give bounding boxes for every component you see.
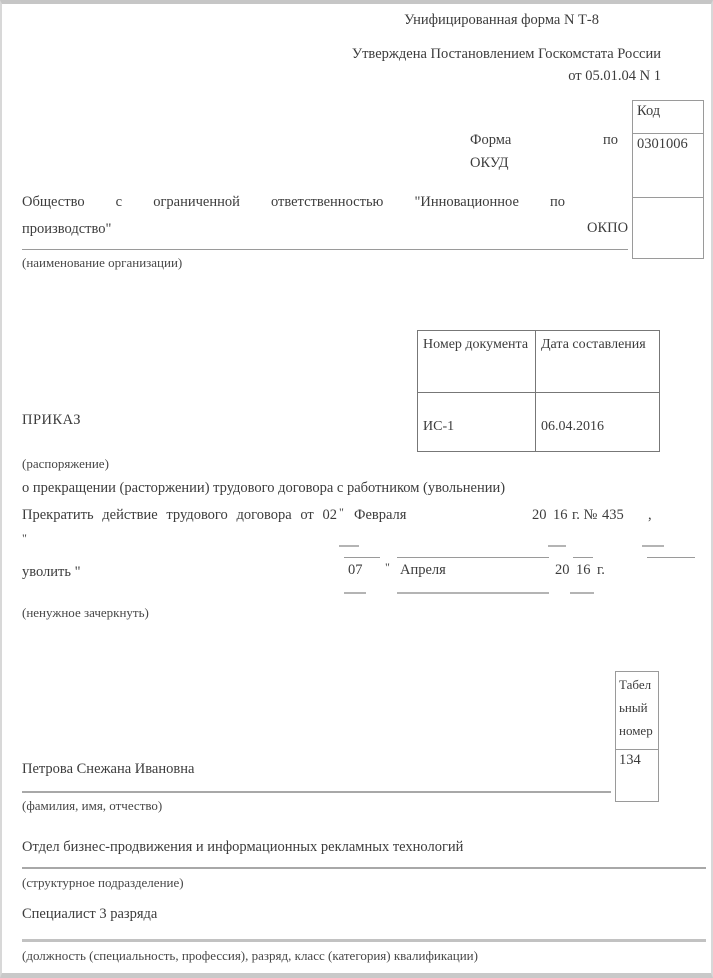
- organization-name-line2: производство": [22, 221, 112, 237]
- document-date-cell: 06.04.2016: [536, 393, 660, 452]
- personnel-label-line1: Табел: [619, 677, 652, 692]
- blank-dash-2: [548, 545, 566, 547]
- personnel-label-line3: номер: [619, 722, 653, 738]
- contract-month-field: Февраля: [354, 507, 407, 523]
- month-underline: [397, 592, 549, 594]
- name-caption: (фамилия, имя, отчество): [22, 798, 163, 813]
- personnel-number-box: [615, 671, 659, 802]
- year-overline: [573, 557, 593, 558]
- order-title: ПРИКАЗ: [22, 412, 82, 428]
- dismiss-month-field: Апреля: [400, 562, 446, 578]
- code-box-header: Код: [633, 101, 703, 134]
- approved-date-line: от 05.01.04 N 1: [568, 68, 661, 84]
- day-overline: [344, 557, 380, 558]
- blank-dash-3: [642, 545, 664, 547]
- organization-name-line1: Общество с ограниченной ответственностью "Инновационное по: [22, 194, 565, 210]
- order-subject-line: о прекращении (расторжении) трудового договора с работником (увольнении): [22, 480, 506, 496]
- right-blank-line: [647, 557, 695, 558]
- date-header-cell: Дата составления: [536, 331, 660, 393]
- terminate-line-prefix: Прекратить действие трудового договора от 02: [22, 507, 337, 523]
- organization-underline: [22, 249, 628, 250]
- okpo-label: ОКПО: [587, 220, 629, 236]
- employee-full-name: Петрова Снежана Ивановна: [22, 761, 195, 777]
- name-underline: [22, 791, 611, 793]
- terminate-comma: ,: [648, 507, 652, 523]
- employee-department: Отдел бизнес-продвижения и информационных рекламных технологий: [22, 839, 464, 855]
- position-underline: [22, 939, 706, 942]
- personnel-number-value: 134: [619, 752, 641, 768]
- department-caption: (структурное подразделение): [22, 875, 184, 890]
- employee-position: Специалист 3 разряда: [22, 906, 158, 922]
- unified-form-title: Унифицированная форма N Т-8: [404, 12, 599, 28]
- contract-year-field: 16: [553, 507, 568, 523]
- number-header-cell: Номер документа: [418, 331, 536, 393]
- continuation-quote: ": [22, 531, 27, 545]
- year-underline: [570, 592, 594, 594]
- day-underline: [344, 592, 366, 594]
- dismiss-day-field: 07: [348, 562, 363, 578]
- dismiss-quote: ": [385, 560, 390, 574]
- po-label: по: [603, 132, 619, 148]
- form-label: Форма: [470, 132, 512, 148]
- dismiss-year-label: г.: [597, 562, 605, 578]
- personnel-number-label: [616, 672, 658, 750]
- okpo-code-value: [633, 198, 703, 256]
- personnel-label-line2: ьный: [619, 699, 648, 715]
- terminate-open-quote: ": [339, 505, 344, 519]
- contract-century: 20: [532, 507, 547, 523]
- organization-caption: (наименование организации): [22, 255, 183, 270]
- contract-number-label: г. №: [572, 507, 598, 523]
- position-caption: (должность (специальность, профессия), разряд, класс (категория) квалификации): [22, 948, 478, 963]
- strike-note-caption: (ненужное зачеркнуть): [22, 605, 149, 620]
- approved-by-line: Утверждена Постановлением Госкомстата России: [351, 46, 661, 62]
- dismiss-century: 20: [555, 562, 570, 578]
- month-overline: [397, 557, 549, 558]
- blank-dash-1: [339, 545, 359, 547]
- order-title-caption: (распоряжение): [22, 456, 109, 471]
- okud-label: ОКУД: [470, 155, 509, 171]
- document-number-cell: ИС-1: [418, 393, 536, 452]
- code-box: [632, 100, 704, 259]
- dismiss-year-field: 16: [576, 562, 591, 578]
- document-number-date-table: [417, 330, 660, 452]
- dismiss-label: уволить ": [22, 564, 81, 580]
- okud-code-value: 0301006: [633, 134, 703, 198]
- contract-number-field: 435: [602, 507, 624, 523]
- department-underline: [22, 867, 706, 869]
